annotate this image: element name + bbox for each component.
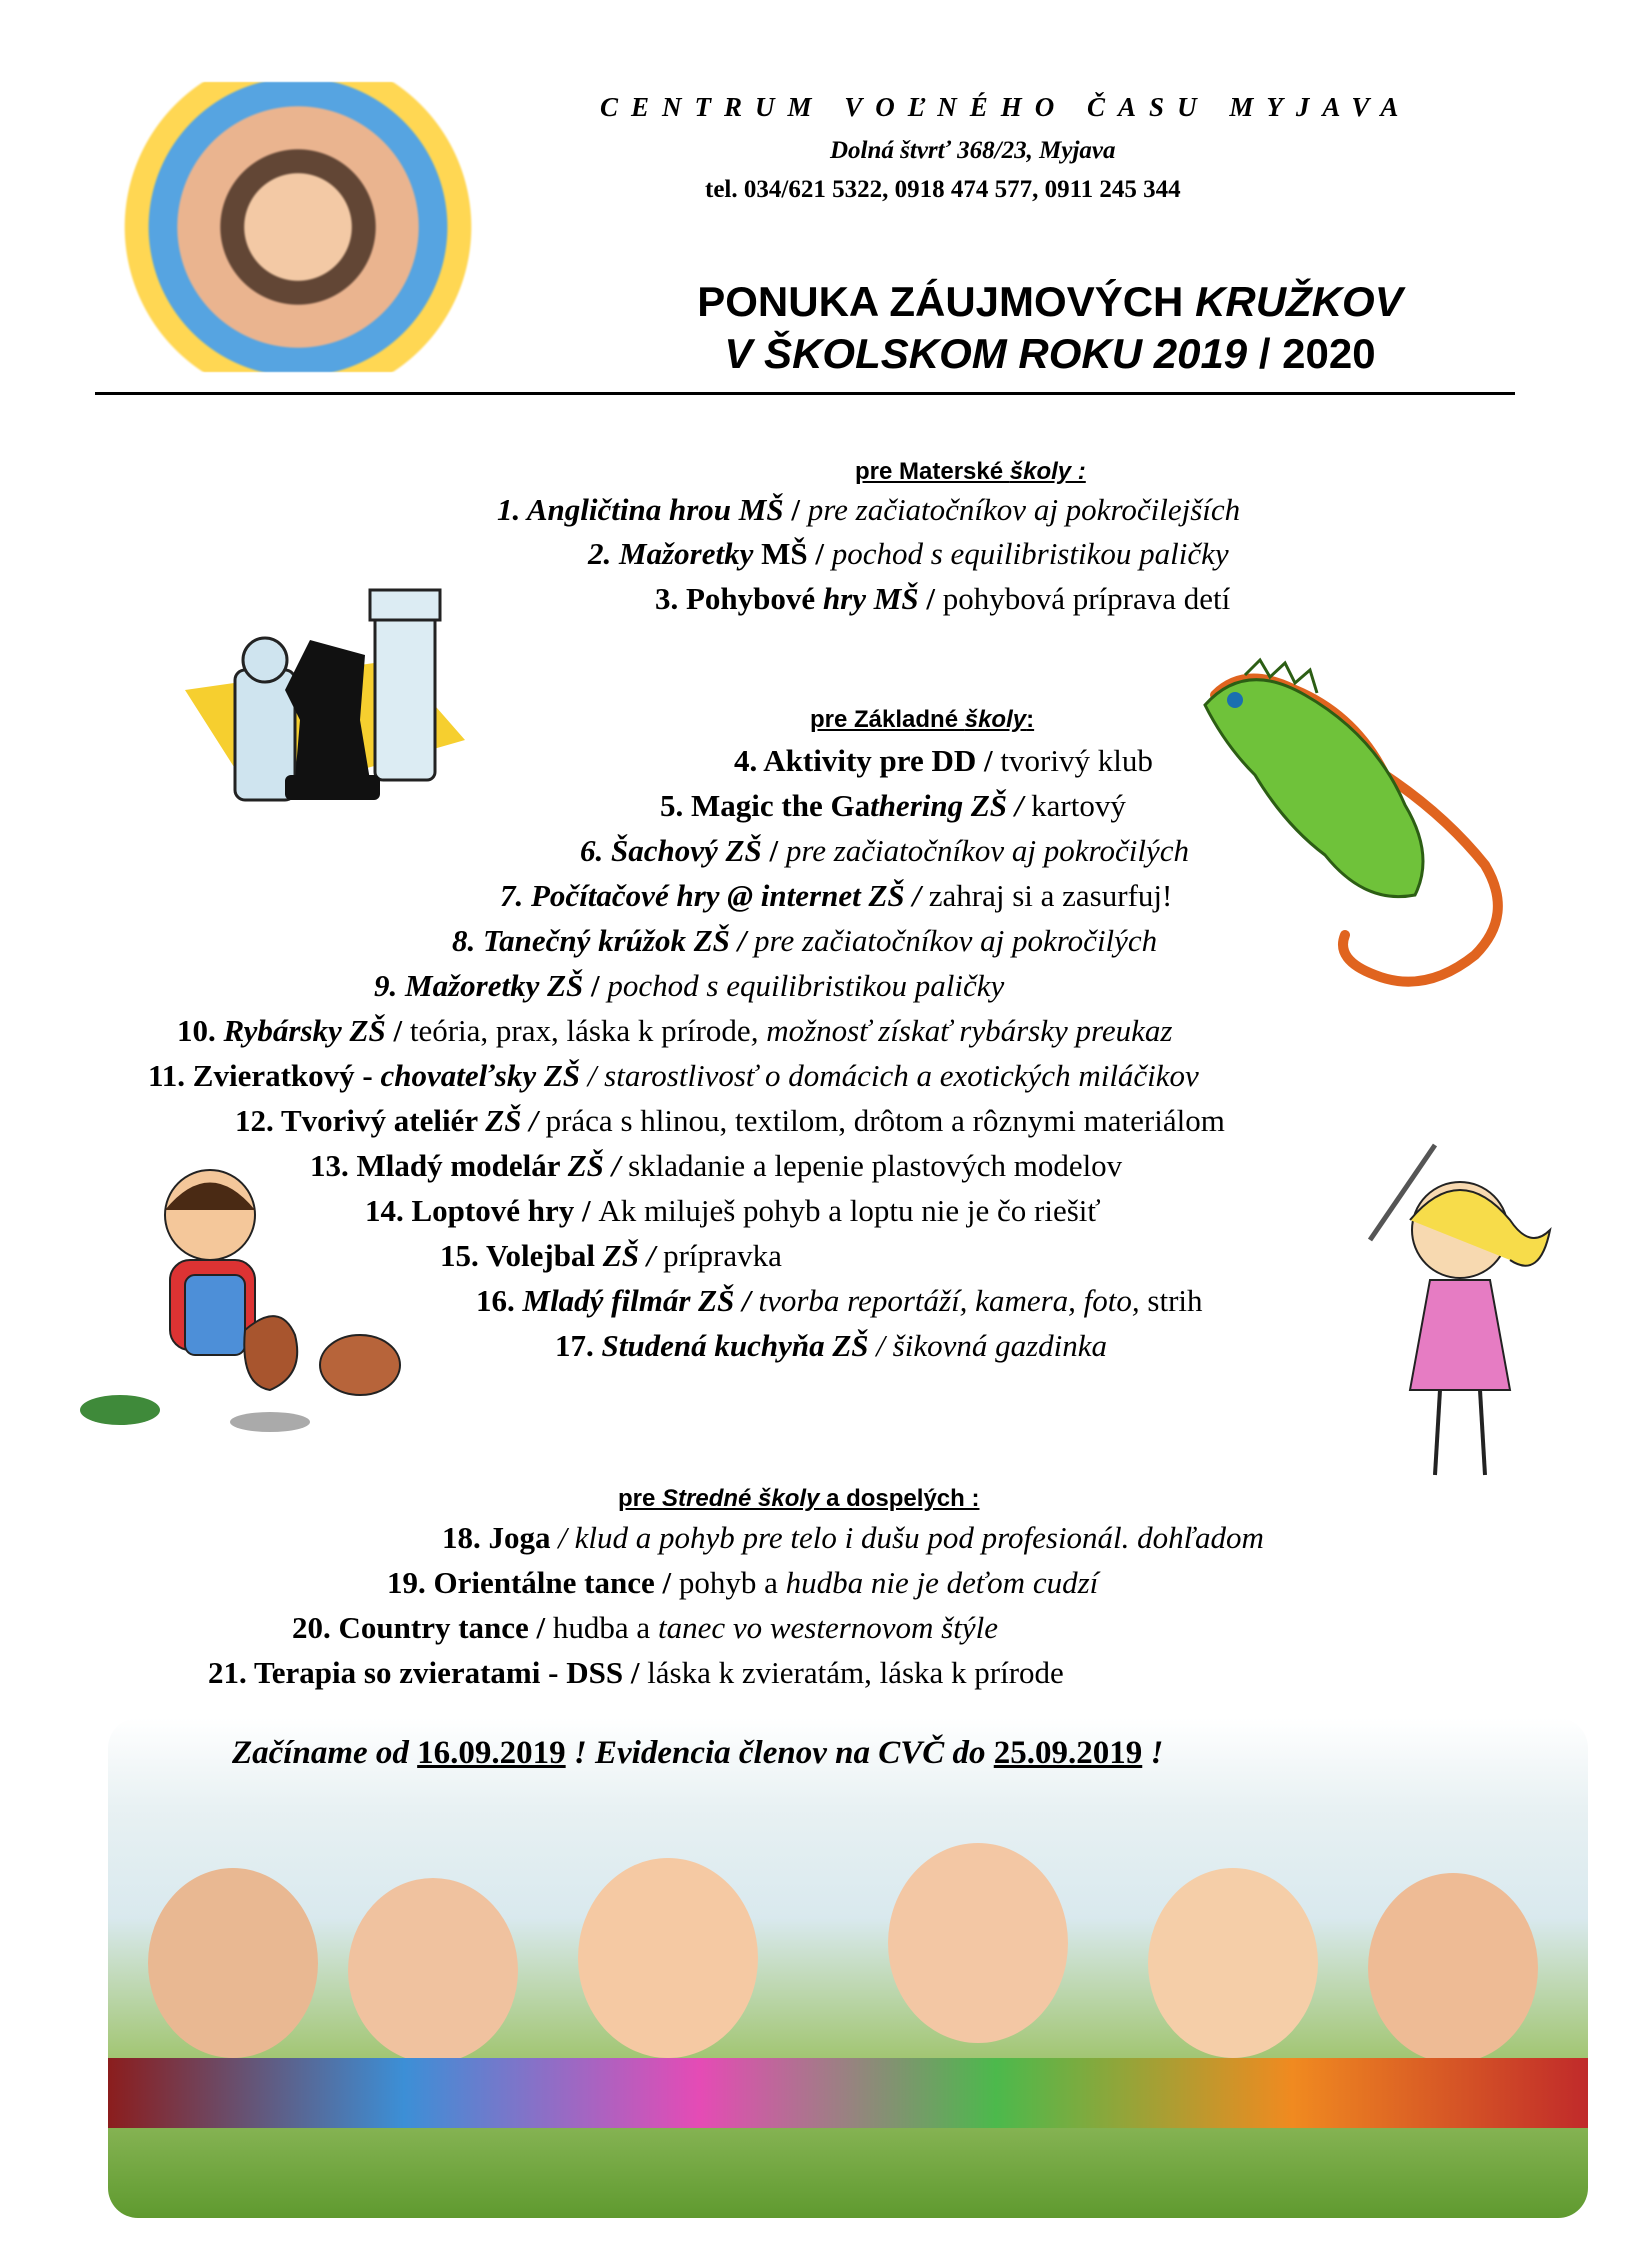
item-name: 5. [660, 788, 691, 823]
title-part: PONUKA ZÁUJMOVÝCH [697, 278, 1196, 325]
section-heading-part: pre Materské [855, 458, 1010, 485]
item-name: Mladý modelár [356, 1148, 568, 1183]
children-circle-photo [108, 82, 488, 372]
item-separator: / [918, 581, 943, 616]
chess-pieces-illustration [175, 570, 475, 830]
notice-text: ! Evidencia členov na CVČ do [565, 1735, 994, 1771]
list-item [660, 790, 1126, 821]
item-name: 2. [588, 536, 619, 571]
item-name: Orientálne tance [433, 1565, 655, 1600]
item-separator: / [550, 1520, 575, 1555]
item-separator: / [904, 878, 929, 913]
item-description: zahraj si a zasurfuj! [928, 878, 1173, 913]
item-name: Tanečný krúžok ZŠ [483, 923, 730, 958]
title-part: / 2020 [1247, 330, 1376, 377]
item-name: Terapia so zvieratami - DSS [253, 1655, 624, 1690]
item-name: Volejbal [485, 1238, 603, 1273]
item-description: pohybová príprava detí [942, 581, 1231, 616]
item-separator: / [638, 1238, 664, 1273]
list-item [734, 745, 1153, 776]
item-name: 12. [235, 1103, 281, 1138]
item-description: pre začiatočníkov aj pokročilých [785, 833, 1189, 868]
item-separator: / [528, 1610, 553, 1645]
list-item [588, 538, 1229, 569]
item-description: teória, prax, láska k prírode [409, 1013, 751, 1048]
list-item [476, 1285, 1203, 1316]
majorette-girl-illustration [1340, 1140, 1580, 1500]
item-description: hudba nie je deťom cudzí [785, 1565, 1099, 1600]
item-description: práca s hlinou, textilom, drôtom a rôznymi materiálom [545, 1103, 1225, 1138]
section-heading-part: pre [618, 1485, 663, 1512]
list-item [208, 1657, 1064, 1688]
item-description: klud a pohyb pre telo i dušu pod profesionál. dohľadom [574, 1520, 1264, 1555]
list-item [452, 925, 1157, 956]
item-name: 6. [580, 833, 611, 868]
list-item [440, 1240, 782, 1271]
section-heading-part: školy [964, 706, 1027, 733]
item-description: pre začiatočníkov aj pokročilých [754, 923, 1158, 958]
item-name: ZŠ [567, 1148, 604, 1183]
list-item [148, 1060, 1199, 1091]
item-name: thering ZŠ [870, 788, 1008, 823]
item-name: 3. [655, 581, 686, 616]
item-separator: / [521, 1103, 546, 1138]
item-name: Rybársky ZŠ [223, 1013, 386, 1048]
item-separator: / [976, 743, 1001, 778]
list-item [442, 1522, 1264, 1553]
item-name: Joga [488, 1520, 551, 1555]
item-description: pohyb a [678, 1565, 786, 1600]
children-group-photo [108, 1718, 1588, 2218]
list-item [387, 1567, 1098, 1598]
page-title-line-2 [600, 330, 1500, 378]
list-item [292, 1612, 998, 1643]
item-name: MŠ [753, 536, 808, 571]
item-name: Počítačové hry @ internet ZŠ [531, 878, 905, 913]
item-separator: / [580, 1058, 605, 1093]
item-name: 13. [310, 1148, 357, 1183]
item-description: tvorba reportáží, kamera, foto, [758, 1283, 1140, 1318]
list-item [374, 970, 1004, 1001]
section-heading-ms [855, 458, 1086, 486]
item-description: , možnosť získať rybársky preukaz [750, 1013, 1173, 1048]
item-name: 19. [387, 1565, 434, 1600]
notice-text: ! [1142, 1735, 1164, 1771]
list-item [365, 1195, 1101, 1226]
item-description: pre začiatočníkov aj pokročilejších [807, 492, 1241, 527]
item-description: pochod s equilibristikou paličky [831, 536, 1229, 571]
list-item [500, 880, 1172, 911]
item-name: Magic the Ga [691, 788, 871, 823]
item-name: Studená kuchyňa ZŠ [601, 1328, 869, 1363]
section-heading-part: školy : [1009, 458, 1086, 485]
item-description: hudba a [552, 1610, 658, 1645]
item-description: skladanie a lepenie plastových modelov [628, 1148, 1123, 1183]
item-name: 7. [500, 878, 531, 913]
item-name: 4. [734, 743, 764, 778]
item-description: láska k zvieratám, láska k prírode [647, 1655, 1064, 1690]
item-separator: / [623, 1655, 648, 1690]
item-name: 8. [452, 923, 483, 958]
notice-text: Začíname od [232, 1735, 418, 1771]
item-name: 14. [365, 1193, 412, 1228]
item-description: kartový [1031, 788, 1126, 823]
item-separator: / [574, 1193, 599, 1228]
header-divider [95, 392, 1515, 395]
item-separator: / [734, 1283, 759, 1318]
item-name: 16. [476, 1283, 523, 1318]
list-item [555, 1330, 1107, 1361]
item-separator: / [761, 833, 786, 868]
item-name: 15. [440, 1238, 486, 1273]
item-name: hry MŠ [822, 581, 919, 616]
item-description: tvorivý klub [1000, 743, 1153, 778]
item-name: 21. [208, 1655, 254, 1690]
item-description: prípravka [663, 1238, 782, 1273]
item-name: Mažoretky [619, 536, 754, 571]
start-date-notice [232, 1735, 1163, 1772]
section-heading-ss [618, 1485, 979, 1513]
item-name: ZŠ [485, 1103, 522, 1138]
iguana-illustration [1185, 655, 1585, 1035]
item-description: tanec vo westernovom štýle [657, 1610, 998, 1645]
item-name: Loptové hry [411, 1193, 575, 1228]
list-item [310, 1150, 1122, 1181]
item-name: Aktivity pre DD [763, 743, 977, 778]
registration-date: 25.09.2019 [993, 1735, 1143, 1771]
item-separator: / [807, 536, 832, 571]
item-name: 9. [374, 968, 405, 1003]
pottery-girl-illustration [60, 1160, 420, 1460]
organization-phone: tel. 034/621 5322, 0918 474 577, 0911 245 344 [705, 176, 1181, 203]
item-name: 17. [555, 1328, 602, 1363]
item-separator: / [729, 923, 755, 958]
organization-name: CENTRUM VOĽNÉHO ČASU MYJAVA [600, 92, 1412, 122]
item-separator: / [1007, 788, 1032, 823]
item-description: strih [1139, 1283, 1203, 1318]
section-heading-part: pre Základné [810, 706, 965, 733]
item-name: Mladý filmár ZŠ [522, 1283, 735, 1318]
title-part: KRUŽKOV [1195, 278, 1403, 325]
title-part: V ŠKOLSKOM ROKU 2019 [724, 330, 1248, 377]
organization-address: Dolná štvrť 368/23, Myjava [830, 137, 1116, 164]
item-description: šikovná gazdinka [892, 1328, 1108, 1363]
item-description: Ak miluješ pohyb a loptu nie je čo riešiť [598, 1193, 1101, 1228]
item-name: ZŠ [602, 1238, 639, 1273]
item-name: Pohybové [686, 581, 823, 616]
list-item [235, 1105, 1225, 1136]
item-name: Country tance [338, 1610, 529, 1645]
item-separator: / [654, 1565, 679, 1600]
item-separator: / [385, 1013, 410, 1048]
list-item [580, 835, 1189, 866]
item-name: chovateľsky ZŠ [380, 1058, 581, 1093]
list-item [177, 1015, 1173, 1046]
start-date: 16.09.2019 [417, 1735, 566, 1771]
item-separator: / [868, 1328, 893, 1363]
item-description: pochod s equilibristikou paličky [607, 968, 1005, 1003]
item-name: 1. [497, 492, 527, 527]
item-name: 20. [292, 1610, 339, 1645]
item-name: 18. [442, 1520, 489, 1555]
item-separator: / [603, 1148, 629, 1183]
item-name: Angličtina hrou MŠ [526, 492, 784, 527]
item-separator: / [583, 968, 608, 1003]
item-separator: / [783, 492, 808, 527]
item-name: 10. [177, 1013, 224, 1048]
page-title-line-1 [600, 278, 1500, 326]
item-name: Tvorivý ateliér [280, 1103, 486, 1138]
section-heading-zs [810, 706, 1034, 734]
list-item [497, 494, 1240, 525]
item-description: starostlivosť o domácich a exotických miláčikov [604, 1058, 1199, 1093]
section-heading-part: a dospelých : [819, 1485, 980, 1512]
section-heading-part: Stredné školy [662, 1485, 820, 1512]
item-name: Zvieratkový - [192, 1058, 381, 1093]
item-name: Mažoretky ZŠ [405, 968, 584, 1003]
section-heading-part: : [1026, 706, 1035, 733]
item-name: Šachový ZŠ [611, 833, 762, 868]
list-item [655, 583, 1230, 614]
item-name: 11. [148, 1058, 193, 1093]
